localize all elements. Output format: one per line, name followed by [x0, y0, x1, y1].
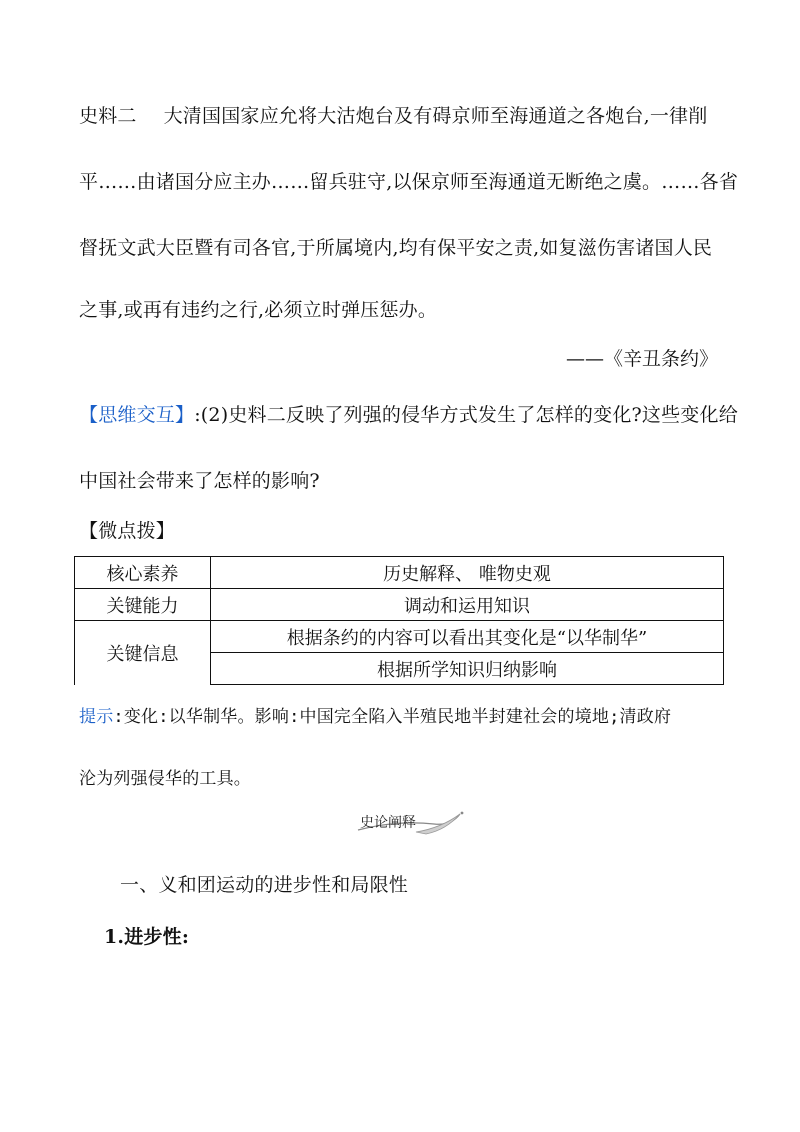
table-row: [75, 557, 724, 589]
hint-label: 提示: [79, 707, 114, 727]
tips-heading: 【微点拨】: [79, 520, 176, 542]
source2-citation: ——《辛丑条约》: [565, 348, 718, 370]
question-line-2: 中国社会带来了怎样的影响?: [79, 470, 320, 492]
table-value: 根据所学知识归纳影响: [211, 653, 724, 685]
question-line-1: [79, 403, 738, 427]
table-row: [75, 589, 724, 621]
source2-line-1: [79, 104, 707, 128]
source2-label: 史料二: [79, 105, 137, 127]
source2-line-4: 之事,或再有违约之行,必须立时弹压惩办。: [79, 299, 438, 321]
tips-table: [74, 556, 724, 685]
banner-text: 史论阐释: [360, 815, 416, 831]
table-row: [75, 621, 724, 653]
table-key: 关键信息: [75, 621, 211, 685]
table-key: 关键能力: [75, 589, 211, 621]
table-value: 调动和运用知识: [211, 589, 724, 621]
table-key: 核心素养: [75, 557, 211, 589]
source2-text-1: 大清国国家应允将大沽炮台及有碍京师至海通道之各炮台,一律削: [163, 105, 708, 127]
section-item-1: 1.进步性:: [104, 926, 190, 948]
hint-text-1: :变化:以华制华。影响:中国完全陷入半殖民地半封建社会的境地;清政府: [113, 707, 672, 727]
hint-line-1: [79, 705, 671, 729]
source2-line-2: 平……由诸国分应主办……留兵驻守,以保京师至海通道无断绝之虞。……各省: [79, 171, 739, 193]
question-text-1: :(2)史料二反映了列强的侵华方式发生了怎样的变化?这些变化给: [194, 404, 738, 426]
source2-line-3: 督抚文武大臣暨有司各官,于所属境内,均有保平安之责,如复滋伤害诸国人民: [79, 237, 713, 259]
table-value: 根据条约的内容可以看出其变化是“以华制华”: [211, 621, 724, 653]
section-banner: [356, 806, 466, 836]
section-title: 一、义和团运动的进步性和局限性: [120, 874, 409, 896]
table-value: 历史解释、 唯物史观: [211, 557, 724, 589]
question-tag: 【思维交互】: [79, 404, 195, 426]
hint-line-2: 沦为列强侵华的工具。: [79, 769, 251, 789]
